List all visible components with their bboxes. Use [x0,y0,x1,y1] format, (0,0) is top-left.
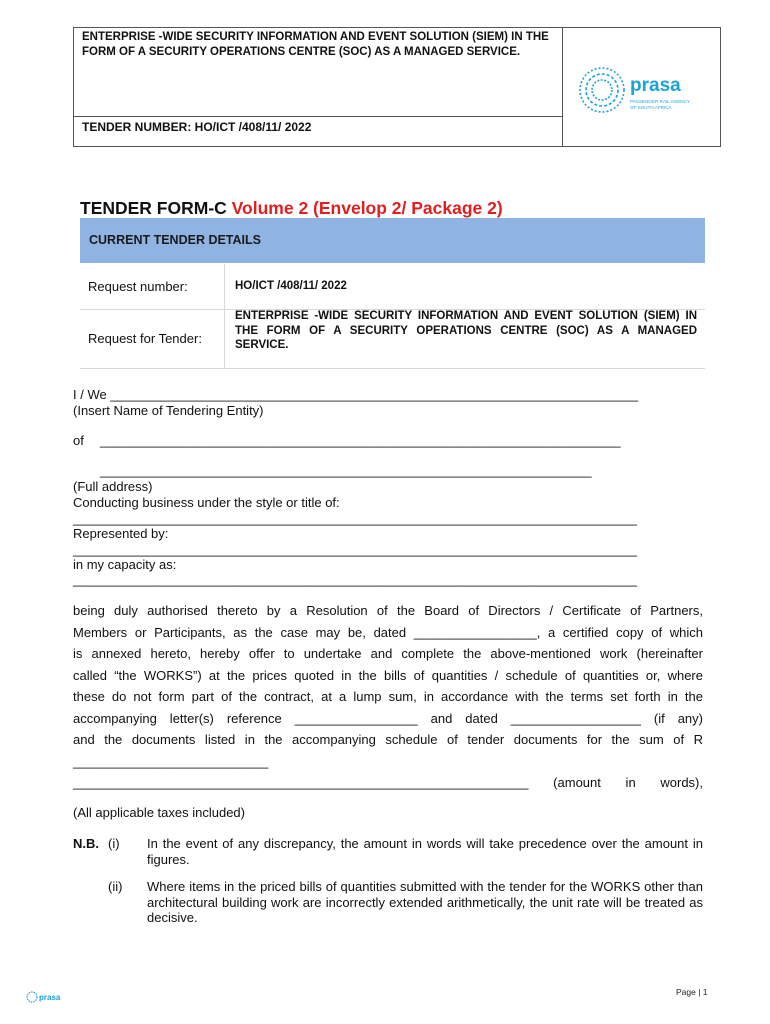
details-row-request-for-tender [80,310,705,369]
logo-tagline-2: OF SOUTH AFRICA [630,105,672,110]
logo-tagline-1: PASSENGER RAIL AGENCY [630,99,690,104]
address-line-1[interactable]: ________________________________________________________________________ [100,433,621,448]
paragraph-line: _______________________________________________________________ (amount in words), [73,775,703,790]
details-heading: CURRENT TENDER DETAILS [89,233,261,247]
paragraph-line: Members or Participants, as the case may be, dated _________________, a certified copy of which [73,624,703,640]
form-title [80,198,503,219]
header-divider-vertical [562,28,563,146]
offer-paragraph [73,600,703,794]
document-header [73,27,721,147]
prasa-logo [574,60,714,120]
capacity-line[interactable]: ______________________________________________________________________________ [73,572,637,587]
conducting-business-label: Conducting business under the style or title of: [73,495,340,510]
header-divider-horizontal [74,116,562,117]
details-heading-band [80,218,705,263]
taxes-note: (All applicable taxes included) [73,805,245,820]
paragraph-line: ___________________________ [73,753,269,769]
paragraph-line: called “the WORKS”) at the prices quoted in the bills of quantities / schedule of quantities or, where [73,667,703,683]
full-address-label: (Full address) [73,479,153,494]
prasa-logo-icon [574,60,714,120]
address-line-2[interactable]: ____________________________________________________________________ [100,463,592,478]
request-number-value: HO/ICT /408/11/ 2022 [235,280,347,292]
header-tender-number: TENDER NUMBER: HO/ICT /408/11/ 2022 [82,120,312,134]
request-for-tender-label: Request for Tender: [88,331,202,346]
nb-item-ii: Where items in the priced bills of quantities submitted with the tender for the WORKS other than architectural building work are incorrectly extended arithmetically, the unit rate will be treated as decisive. [147,879,703,925]
paragraph-line: these do not form part of the contract, at a lump sum, in accordance with the terms set forth in the [73,689,703,704]
nb-marker-ii: (ii) [108,879,123,894]
of-label: of [73,433,84,448]
nb-marker-i: (i) [108,836,120,851]
request-number-label: Request number: [88,279,188,294]
form-title-sub: Volume 2 (Envelop 2/ Package 2) [231,198,503,218]
paragraph-line: is annexed hereto, hereby offer to undertake and complete the above-mentioned work (hereinafter [73,646,703,661]
paragraph-line: and the documents listed in the accompanying schedule of tender documents for the sum of R [73,732,703,747]
insert-name-label: (Insert Name of Tendering Entity) [73,403,264,418]
i-we-line: I / We _________________________________________________________________________ [73,387,639,402]
capacity-label: in my capacity as: [73,557,177,572]
business-title-line[interactable]: ______________________________________________________________________________ [73,511,637,526]
tender-details-table [80,218,705,368]
paragraph-line: being duly authorised thereto by a Resolution of the Board of Directors / Certificate of Partners, [73,603,703,618]
header-title: ENTERPRISE -WIDE SECURITY INFORMATION AND EVENT SOLUTION (SIEM) IN THE FORM OF A SECURITY OPERATIONS CENTRE (SOC) AS A MANAGED SERVICE. [82,31,549,58]
represented-by-line[interactable]: ______________________________________________________________________________ [73,542,637,557]
footer-logo [25,988,65,1010]
request-for-tender-value: ENTERPRISE -WIDE SECURITY INFORMATION AND EVENT SOLUTION (SIEM) IN THE FORM OF A SECURITY OPERATIONS CENTRE (SOC) AS A MANAGED SERVICE. [235,310,697,351]
details-row-request-number [80,264,705,310]
nb-label: N.B. [73,836,99,851]
logo-wordmark: prasa [630,75,681,96]
form-title-main: TENDER FORM-C [80,198,227,218]
represented-by-label: Represented by: [73,526,169,541]
footer-logo-text: prasa [39,993,61,1002]
details-column-divider [224,264,225,368]
footer-logo-icon [25,988,65,1010]
nb-item-i: In the event of any discrepancy, the amount in words will take precedence over the amount in figures. [147,836,703,867]
page-number: Page | 1 [676,987,708,997]
paragraph-line: accompanying letter(s) reference _________________ and dated __________________ (if any) [73,710,703,726]
